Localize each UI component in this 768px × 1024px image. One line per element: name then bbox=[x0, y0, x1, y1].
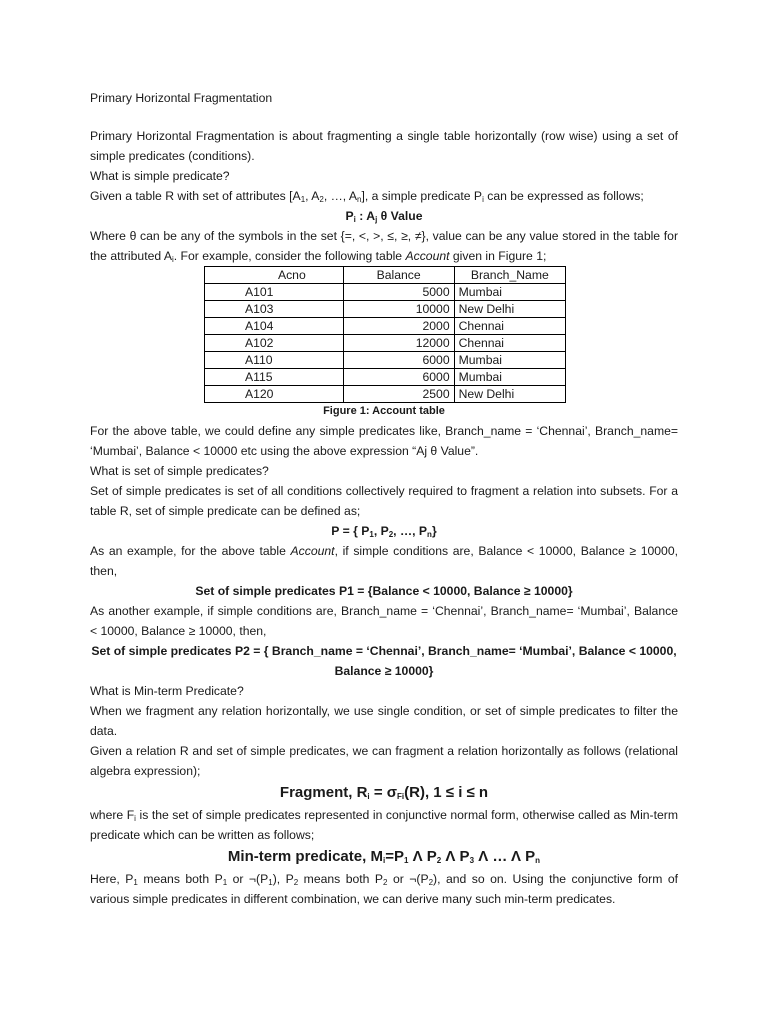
table-row bbox=[205, 352, 566, 369]
table-cell: A104 bbox=[205, 318, 344, 335]
figure-caption: Figure 1: Account table bbox=[323, 405, 445, 417]
question-min-term: What is Min-term Predicate? bbox=[90, 684, 244, 698]
table-cell: Mumbai bbox=[454, 284, 565, 301]
here-paragraph: Here, $P_1$ means both $P_1$ or $\neg(P_1)$, $P_2$ means both $P_2$ or $\neg(P_2)$, and so on. Using the conjunctive form of various simple predicates in different combination, we can derive many such min-term predicates. bbox=[90, 872, 679, 906]
predicate-set-p2-line2: Balance ≥ 10000} bbox=[334, 664, 434, 678]
table-row bbox=[205, 335, 566, 352]
table-cell: 2000 bbox=[343, 318, 454, 335]
set-expression: P = { $P_1$, $P_2$, …, $P_n$} bbox=[331, 524, 437, 539]
table-row bbox=[205, 301, 566, 318]
example-one-paragraph: As an example, for the above table Account, if simple conditions are, Balance < 10000, Balance ≥ 10000, then, bbox=[90, 544, 678, 578]
predicate-expression: $P_i$ : $A_j$ θ Value bbox=[345, 209, 423, 224]
table-row bbox=[205, 318, 566, 335]
table-cell: Chennai bbox=[454, 335, 565, 352]
table-cell: 6000 bbox=[343, 369, 454, 386]
question-set-of-predicates: What is set of simple predicates? bbox=[90, 464, 269, 478]
min-term-formula: Min-term predicate, $M_i=P_1$ Λ $P_2$ Λ $P_3$ Λ … Λ $P_n$ bbox=[227, 848, 541, 865]
table-cell: Mumbai bbox=[454, 369, 565, 386]
table-cell: New Delhi bbox=[454, 301, 565, 318]
column-header: Branch_Name bbox=[454, 267, 565, 284]
table-cell: 12000 bbox=[343, 335, 454, 352]
table-cell: A110 bbox=[205, 352, 344, 369]
table-cell: A103 bbox=[205, 301, 344, 318]
predicate-set-p1: Set of simple predicates P1 = {Balance < 10000, Balance ≥ 10000} bbox=[195, 584, 573, 598]
table-cell: 10000 bbox=[343, 301, 454, 318]
table-cell: A115 bbox=[205, 369, 344, 386]
table-row bbox=[205, 284, 566, 301]
intro-paragraph: Primary Horizontal Fragmentation is about fragmenting a single table horizontally (row wise) using a set of simple predicates (conditions). bbox=[90, 129, 678, 163]
fragment-intro-paragraph: When we fragment any relation horizontally, we use single condition, or set of simple predicates to filter the data. bbox=[90, 704, 678, 738]
where-paragraph: Where θ can be any of the symbols in the set {=, <, >, ≤, ≥, ≠}, value can be any value stored in the table for the attributed $A_i$. For example, consider the following table Account given in Figure 1; bbox=[90, 229, 678, 264]
question-simple-predicate: What is simple predicate? bbox=[90, 169, 230, 183]
where-fi-paragraph: where $F_i$ is the set of simple predicates represented in conjunctive normal form, otherwise called as Min-term predicate which can be written as follows; bbox=[90, 808, 678, 842]
given-sentence: Given a table R with set of attributes [$A_1$, $A_2$, …, $A_n$], a simple predicate $P_i$ can be expressed as follows; bbox=[90, 189, 644, 204]
table-cell: 6000 bbox=[343, 352, 454, 369]
table-cell: A120 bbox=[205, 386, 344, 403]
document-page bbox=[90, 88, 678, 909]
set-definition-paragraph: Set of simple predicates is set of all conditions collectively required to fragment a relation into subsets. For a table R, set of simple predicate can be defined as; bbox=[90, 484, 678, 518]
page-title: Primary Horizontal Fragmentation bbox=[90, 91, 273, 105]
table-cell: A102 bbox=[205, 335, 344, 352]
table-cell: A101 bbox=[205, 284, 344, 301]
table-cell: Mumbai bbox=[454, 352, 565, 369]
table-header-row bbox=[205, 267, 566, 284]
predicate-set-p2-line1: Set of simple predicates P2 = { Branch_name = ‘Chennai’, Branch_name= ‘Mumbai’, Balance < 10000, bbox=[91, 644, 677, 658]
account-table bbox=[204, 266, 566, 403]
table-cell: Chennai bbox=[454, 318, 565, 335]
column-header: Acno bbox=[205, 267, 344, 284]
table-cell: 2500 bbox=[343, 386, 454, 403]
example-two-paragraph: As another example, if simple conditions are, Branch_name = ‘Chennai’, Branch_name= ‘Mumbai’, Balance < 10000, Balance ≥ 10000, then, bbox=[90, 604, 678, 638]
relation-fragment-paragraph: Given a relation R and set of simple predicates, we can fragment a relation horizontally as follows (relational algebra expression); bbox=[90, 744, 678, 778]
table-row bbox=[205, 386, 566, 403]
table-row bbox=[205, 369, 566, 386]
column-header: Balance bbox=[343, 267, 454, 284]
table-cell: 5000 bbox=[343, 284, 454, 301]
table-cell: New Delhi bbox=[454, 386, 565, 403]
predicate-examples-paragraph: For the above table, we could define any simple predicates like, Branch_name = ‘Chennai’, Branch_name= ‘Mumbai’, Balance < 10000 etc using the above expression “Aj θ Value”. bbox=[90, 424, 678, 458]
fragment-formula: Fragment, $R_i = \sigma_{Fi}(R)$, 1 ≤ i ≤ n bbox=[279, 784, 489, 801]
